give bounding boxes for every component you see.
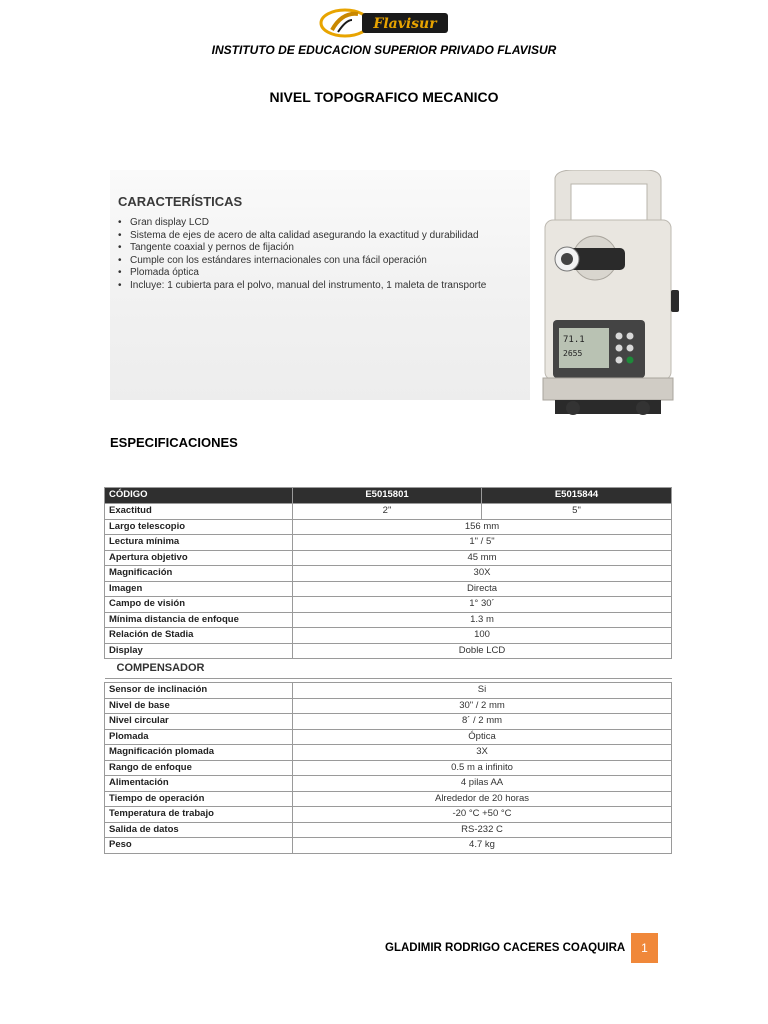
row-label: Campo de visión [105, 597, 293, 613]
row-value: Óptica [293, 729, 672, 745]
row-label: Peso [105, 838, 293, 854]
institution-name: INSTITUTO DE EDUCACION SUPERIOR PRIVADO FLAVISUR [211, 43, 557, 57]
row-label: Magnificación plomada [105, 745, 293, 761]
table-row [105, 683, 672, 699]
table-row [105, 760, 672, 776]
row-value: 0.5 m a infinito [293, 760, 672, 776]
table-row [105, 566, 672, 582]
table-row [105, 838, 672, 854]
table-row [105, 643, 672, 659]
table-row [105, 535, 672, 551]
table-header-row [105, 488, 672, 504]
table-row [105, 519, 672, 535]
row-value: 1.3 m [293, 612, 672, 628]
row-value: RS-232 C [293, 822, 672, 838]
table-row [105, 504, 672, 520]
svg-text:2655: 2655 [563, 349, 583, 358]
svg-text:71.1: 71.1 [563, 335, 585, 345]
row-label: Mínima distancia de enfoque [105, 612, 293, 628]
row-label: Lectura mínima [105, 535, 293, 551]
theodolite-image [533, 170, 683, 425]
characteristics-heading: CARACTERÍSTICAS [118, 194, 243, 209]
row-label: Exactitud [105, 504, 293, 520]
table-row [105, 612, 672, 628]
row-value: 1° 30´ [293, 597, 672, 613]
table-row [105, 714, 672, 730]
row-label: Tiempo de operación [105, 791, 293, 807]
table-row [105, 822, 672, 838]
row-value: 1" / 5" [293, 535, 672, 551]
row-label: Largo telescopio [105, 519, 293, 535]
row-value: 8´ / 2 mm [293, 714, 672, 730]
row-value: 4 pilas AA [293, 776, 672, 792]
table-row [105, 776, 672, 792]
header-codigo: CÓDIGO [105, 488, 293, 504]
row-label: Rango de enfoque [105, 760, 293, 776]
row-value: 4.7 kg [293, 838, 672, 854]
table-row [105, 807, 672, 823]
section-title: COMPENSADOR [105, 659, 672, 679]
row-label: Plomada [105, 729, 293, 745]
specifications-heading: ESPECIFICACIONES [110, 435, 238, 450]
row-label: Imagen [105, 581, 293, 597]
logo-text: Flavisur [373, 16, 437, 32]
header-model-2: E5015844 [482, 488, 672, 504]
characteristic-item: • Gran display LCD [118, 217, 486, 230]
row-value: 3X [293, 745, 672, 761]
table-row [105, 550, 672, 566]
table-row [105, 597, 672, 613]
row-value: Alrededor de 20 horas [293, 791, 672, 807]
row-label: Display [105, 643, 293, 659]
characteristics-panel [110, 170, 680, 420]
table-row [105, 628, 672, 644]
row-value: 5" [482, 504, 672, 520]
table-row [105, 581, 672, 597]
characteristic-item: • Tangente coaxial y pernos de fijación [118, 242, 486, 255]
row-value: -20 °C +50 °C [293, 807, 672, 823]
table-row [105, 698, 672, 714]
row-value: 30X [293, 566, 672, 582]
row-label: Alimentación [105, 776, 293, 792]
header-model-1: E5015801 [293, 488, 482, 504]
row-value: 45 mm [293, 550, 672, 566]
characteristic-item: • Sistema de ejes de acero de alta calidad asegurando la exactitud y durabilidad [118, 230, 486, 243]
characteristic-item: • Incluye: 1 cubierta para el polvo, manual del instrumento, 1 maleta de transporte [118, 280, 486, 293]
row-label: Relación de Stadia [105, 628, 293, 644]
characteristics-list [118, 217, 486, 293]
row-label: Temperatura de trabajo [105, 807, 293, 823]
row-label: Magnificación [105, 566, 293, 582]
specifications-table [104, 487, 672, 854]
footer-author: GLADIMIR RODRIGO CACERES COAQUIRA [385, 942, 626, 954]
row-label: Apertura objetivo [105, 550, 293, 566]
row-value: Directa [293, 581, 672, 597]
flavisur-logo [318, 8, 450, 38]
characteristic-item: • Plomada óptica [118, 267, 486, 280]
row-value: 2" [293, 504, 482, 520]
row-label: Salida de datos [105, 822, 293, 838]
characteristic-item: • Cumple con los estándares internacionales con una fácil operación [118, 255, 486, 268]
table-row [105, 729, 672, 745]
document-title: NIVEL TOPOGRAFICO MECANICO [269, 89, 499, 105]
row-value: 30" / 2 mm [293, 698, 672, 714]
section-row-compensador [105, 659, 672, 679]
row-value: Doble LCD [293, 643, 672, 659]
row-value: 156 mm [293, 519, 672, 535]
row-label: Sensor de inclinación [105, 683, 293, 699]
row-label: Nivel circular [105, 714, 293, 730]
row-value: Si [293, 683, 672, 699]
row-label: Nivel de base [105, 698, 293, 714]
page-number-badge: 1 [631, 933, 658, 963]
table-row [105, 745, 672, 761]
table-row [105, 791, 672, 807]
row-value: 100 [293, 628, 672, 644]
